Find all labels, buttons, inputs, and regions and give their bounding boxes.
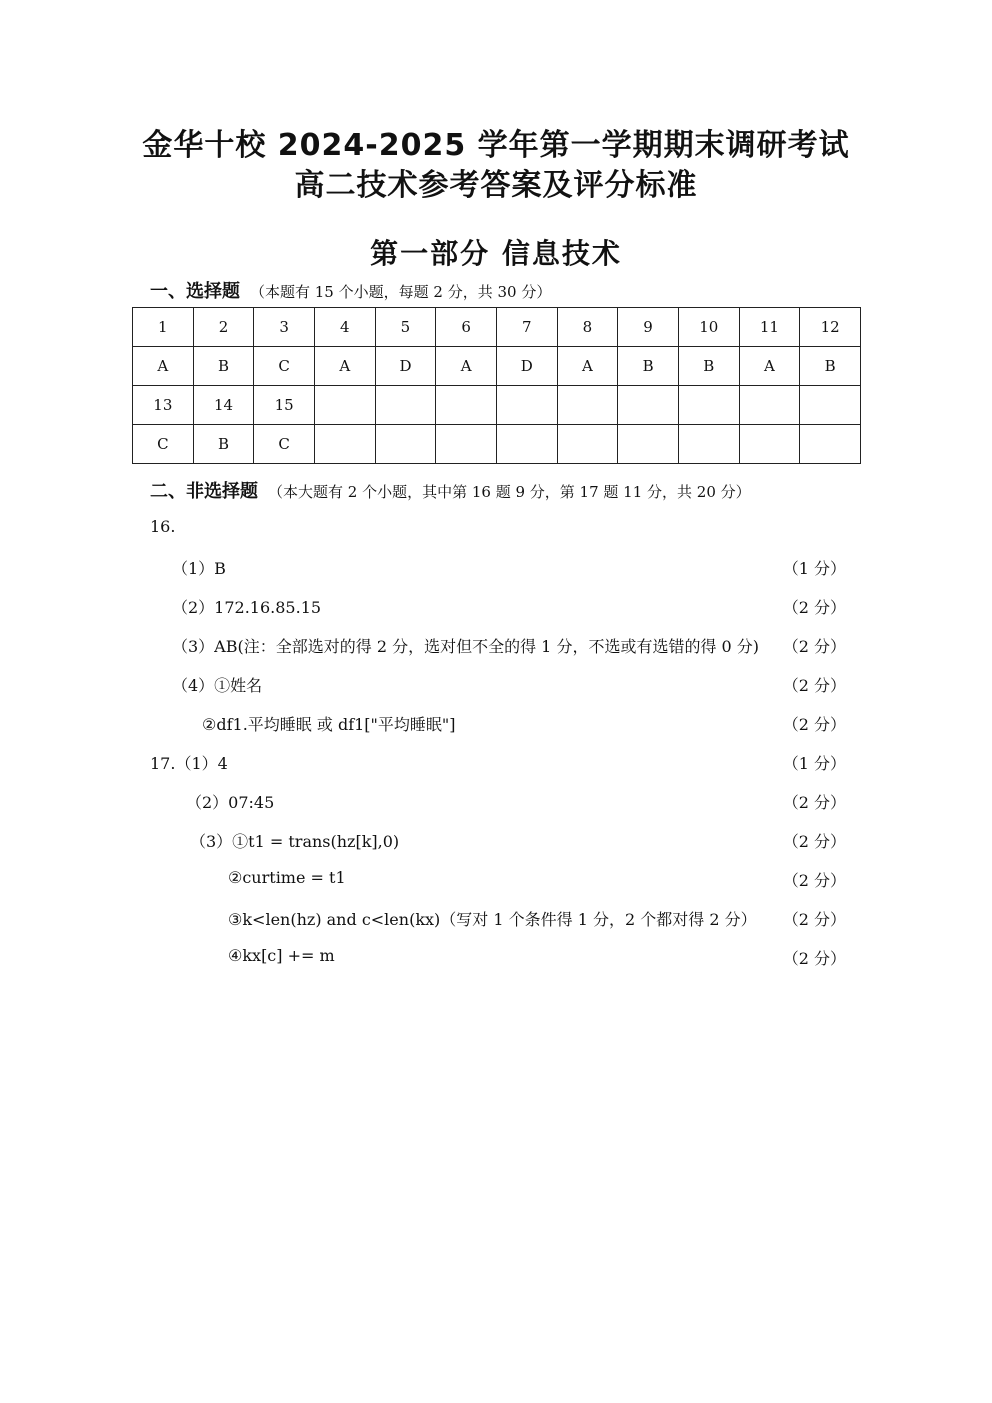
- table-cell: [314, 425, 375, 464]
- table-cell: A: [739, 347, 800, 386]
- section-title: 二、非选择题: [150, 481, 258, 502]
- table-cell: 10: [678, 308, 739, 347]
- score-label: （1 分）: [782, 754, 846, 773]
- table-cell: 15: [254, 386, 315, 425]
- answer-item: [0, 751, 992, 775]
- answer-item: [0, 907, 992, 931]
- answer-item: [0, 712, 992, 736]
- table-cell: C: [133, 425, 194, 464]
- answer-text: ③k<len(hz) and c<len(kx)（写对 1 个条件得 1 分，2 个都对得 2 分）: [228, 910, 757, 929]
- answer-text: （3）AB(注：全部选对的得 2 分，选对但不全的得 1 分，不选或有选错的得 0 分): [172, 637, 760, 656]
- document-title: 金华十校 2024-2025 学年第一学期期末调研考试: [142, 128, 850, 163]
- table-row: [133, 308, 861, 347]
- score-label: （2 分）: [782, 871, 846, 890]
- table-cell: 8: [557, 308, 618, 347]
- table-cell: [800, 386, 861, 425]
- table-cell: [678, 425, 739, 464]
- table-cell: [436, 386, 497, 425]
- answer-item: [0, 634, 992, 658]
- document-subtitle: 高二技术参考答案及评分标准: [294, 168, 698, 203]
- score-label: （2 分）: [782, 949, 846, 968]
- part-heading: 第一部分 信息技术: [370, 237, 622, 270]
- table-cell: B: [618, 347, 679, 386]
- answer-table: [132, 307, 861, 464]
- table-cell: 12: [800, 308, 861, 347]
- score-label: （2 分）: [782, 676, 846, 695]
- answer-item: [0, 829, 992, 853]
- table-cell: 2: [193, 308, 254, 347]
- answer-item: [0, 946, 992, 970]
- score-label: （1 分）: [782, 559, 846, 578]
- score-label: （2 分）: [782, 598, 846, 617]
- table-cell: D: [496, 347, 557, 386]
- table-cell: [618, 386, 679, 425]
- table-cell: A: [436, 347, 497, 386]
- table-cell: 7: [496, 308, 557, 347]
- table-cell: [496, 386, 557, 425]
- table-cell: [739, 386, 800, 425]
- table-cell: A: [133, 347, 194, 386]
- table-cell: B: [678, 347, 739, 386]
- answer-text: （4）①姓名: [172, 676, 263, 695]
- table-cell: 6: [436, 308, 497, 347]
- score-label: （2 分）: [782, 793, 846, 812]
- table-cell: [678, 386, 739, 425]
- table-cell: 11: [739, 308, 800, 347]
- table-row: [133, 386, 861, 425]
- table-cell: B: [193, 347, 254, 386]
- table-cell: 4: [314, 308, 375, 347]
- answer-text: （3）①t1 = trans(hz[k],0): [190, 832, 400, 851]
- table-cell: 14: [193, 386, 254, 425]
- table-cell: [557, 386, 618, 425]
- table-cell: [739, 425, 800, 464]
- table-cell: 1: [133, 308, 194, 347]
- table-cell: B: [193, 425, 254, 464]
- section-note: （本题有 15 个小题，每题 2 分，共 30 分）: [250, 283, 552, 301]
- table-cell: 9: [618, 308, 679, 347]
- section-heading-non-choice: [150, 477, 751, 503]
- answer-item: [0, 556, 992, 580]
- section-heading-choice: [150, 277, 551, 303]
- answer-item: [0, 595, 992, 619]
- table-cell: [436, 425, 497, 464]
- score-label: （2 分）: [782, 637, 846, 656]
- answer-text: 17.（1）4: [150, 754, 228, 773]
- answer-item: [0, 868, 992, 892]
- section-title: 一、选择题: [150, 281, 240, 302]
- score-label: （2 分）: [782, 715, 846, 734]
- answer-item: [0, 790, 992, 814]
- answer-text: 16.: [150, 517, 176, 536]
- answer-text: （2）07:45: [186, 793, 275, 812]
- table-cell: C: [254, 347, 315, 386]
- table-cell: 5: [375, 308, 436, 347]
- answer-text: ②curtime = t1: [228, 868, 346, 887]
- section-note: （本大题有 2 个小题，其中第 16 题 9 分，第 17 题 11 分，共 20 分）: [268, 483, 751, 501]
- answer-text: ④kx[c] += m: [228, 946, 335, 965]
- table-cell: 13: [133, 386, 194, 425]
- answer-text: （1）B: [172, 559, 226, 578]
- table-cell: [375, 386, 436, 425]
- score-label: （2 分）: [782, 832, 846, 851]
- table-cell: [618, 425, 679, 464]
- table-row: [133, 347, 861, 386]
- table-cell: [557, 425, 618, 464]
- answer-text: ②df1.平均睡眠 或 df1["平均睡眠"]: [202, 715, 456, 734]
- table-cell: [496, 425, 557, 464]
- table-cell: A: [314, 347, 375, 386]
- answer-text: （2）172.16.85.15: [172, 598, 322, 617]
- score-label: （2 分）: [782, 910, 846, 929]
- table-cell: C: [254, 425, 315, 464]
- table-cell: [375, 425, 436, 464]
- table-row: [133, 425, 861, 464]
- table-cell: B: [800, 347, 861, 386]
- table-cell: A: [557, 347, 618, 386]
- table-cell: [314, 386, 375, 425]
- table-cell: [800, 425, 861, 464]
- answer-item: [0, 517, 992, 541]
- table-cell: D: [375, 347, 436, 386]
- answer-item: [0, 673, 992, 697]
- table-cell: 3: [254, 308, 315, 347]
